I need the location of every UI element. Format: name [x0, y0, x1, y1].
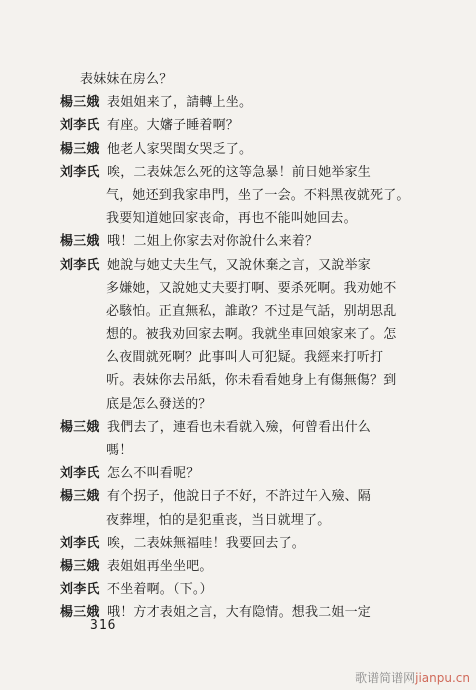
speech-text: 我們去了，連看也未看就入殮，何曾看出什么 [107, 419, 372, 435]
script-line [60, 254, 440, 277]
script-line [60, 578, 440, 601]
speech-text: 气，她还到我家串門，坐了一会。不料黑夜就死了。 [106, 187, 410, 203]
speaker-name: 楊三娥 [60, 419, 100, 435]
script-line [60, 485, 440, 508]
speech-text: 他老人家哭閨女哭乏了。 [107, 141, 253, 157]
script-line [60, 323, 440, 346]
speech-text: 听。表妹你去吊紙，你未看看她身上有傷無傷？到 [106, 373, 397, 389]
speech-text: 唉，二表妹無福哇！我要回去了。 [107, 535, 306, 551]
speaker-name: 刘李氏 [60, 582, 100, 598]
speech-text: 哦！二姐上你家去对你說什么来着？ [107, 234, 319, 250]
speech-text: 怎么不叫看呢？ [107, 466, 200, 482]
script-line [60, 138, 440, 161]
watermark [355, 669, 470, 686]
script-line [60, 462, 440, 485]
speaker-name: 刘李氏 [60, 118, 100, 134]
speech-text: 有座。大嬸子睡着啊？ [107, 118, 240, 134]
page-number: 316 [90, 618, 117, 633]
speech-text: 必駭怕。正直無私，誰敢？不过是气話，别胡思乱 [106, 303, 397, 319]
script-line [60, 114, 440, 137]
script-line [60, 300, 440, 323]
speech-text: 想的。被我劝回家去啊。我就坐車回娘家来了。怎 [106, 327, 397, 343]
script-line [60, 207, 440, 230]
script-text-block [60, 68, 440, 625]
speaker-name: 楊三娥 [60, 141, 100, 157]
speech-text: 多嫌她，又說她丈夫要打啊、要杀死啊。我劝她不 [106, 280, 397, 296]
watermark-site-name: 歌谱简谱网 [355, 671, 416, 685]
speaker-name: 楊三娥 [60, 558, 100, 574]
speech-text: 么夜間就死啊？此事叫人可犯疑。我經来打听打 [106, 350, 384, 366]
script-line [60, 68, 440, 91]
speaker-name: 楊三娥 [60, 489, 100, 505]
speaker-name: 刘李氏 [60, 466, 100, 482]
speech-text: 她說与她丈夫生气，又說休棄之言，又說举家 [107, 257, 372, 273]
script-line [60, 91, 440, 114]
speech-text: 我要知道她回家丧命，再也不能叫她回去。 [106, 211, 357, 227]
speech-text: 底是怎么發送的？ [106, 396, 212, 412]
speaker-name: 刘李氏 [60, 164, 100, 180]
speaker-name: 楊三娥 [60, 234, 100, 250]
script-line [60, 184, 440, 207]
speaker-name: 楊三娥 [60, 95, 100, 111]
speaker-name: 刘李氏 [60, 257, 100, 273]
watermark-url: jianpu.cn [415, 671, 470, 685]
speech-text: 表姐姐再坐坐吧。 [107, 558, 213, 574]
script-line [60, 509, 440, 532]
script-line [60, 369, 440, 392]
speech-text: 有个拐子，他說日子不好，不許过午入殮、隔 [107, 489, 372, 505]
speech-text: 唉，二表妹怎么死的这等急暴！前日她举家生 [107, 164, 372, 180]
script-line [60, 601, 440, 624]
speaker-name: 楊三娥 [60, 605, 100, 621]
script-line [60, 555, 440, 578]
speech-text: 表妹妹在房么？ [80, 72, 173, 87]
speaker-name: 刘李氏 [60, 535, 100, 551]
script-line [60, 532, 440, 555]
speech-text: 嗎！ [106, 443, 133, 458]
script-line [60, 230, 440, 253]
script-line [60, 346, 440, 369]
script-line [60, 393, 440, 416]
script-line [60, 416, 440, 439]
script-line [60, 439, 440, 462]
speech-text: 夜葬埋，怕的是犯重丧，当日就埋了。 [106, 512, 331, 528]
speech-text: 表姐姐来了，請轉上坐。 [107, 95, 253, 111]
script-line [60, 161, 440, 184]
speech-text: 哦！方才表姐之言，大有隐情。想我二姐一定 [107, 605, 372, 621]
script-line [60, 277, 440, 300]
speech-text: 不坐着啊。（下。） [107, 582, 213, 598]
